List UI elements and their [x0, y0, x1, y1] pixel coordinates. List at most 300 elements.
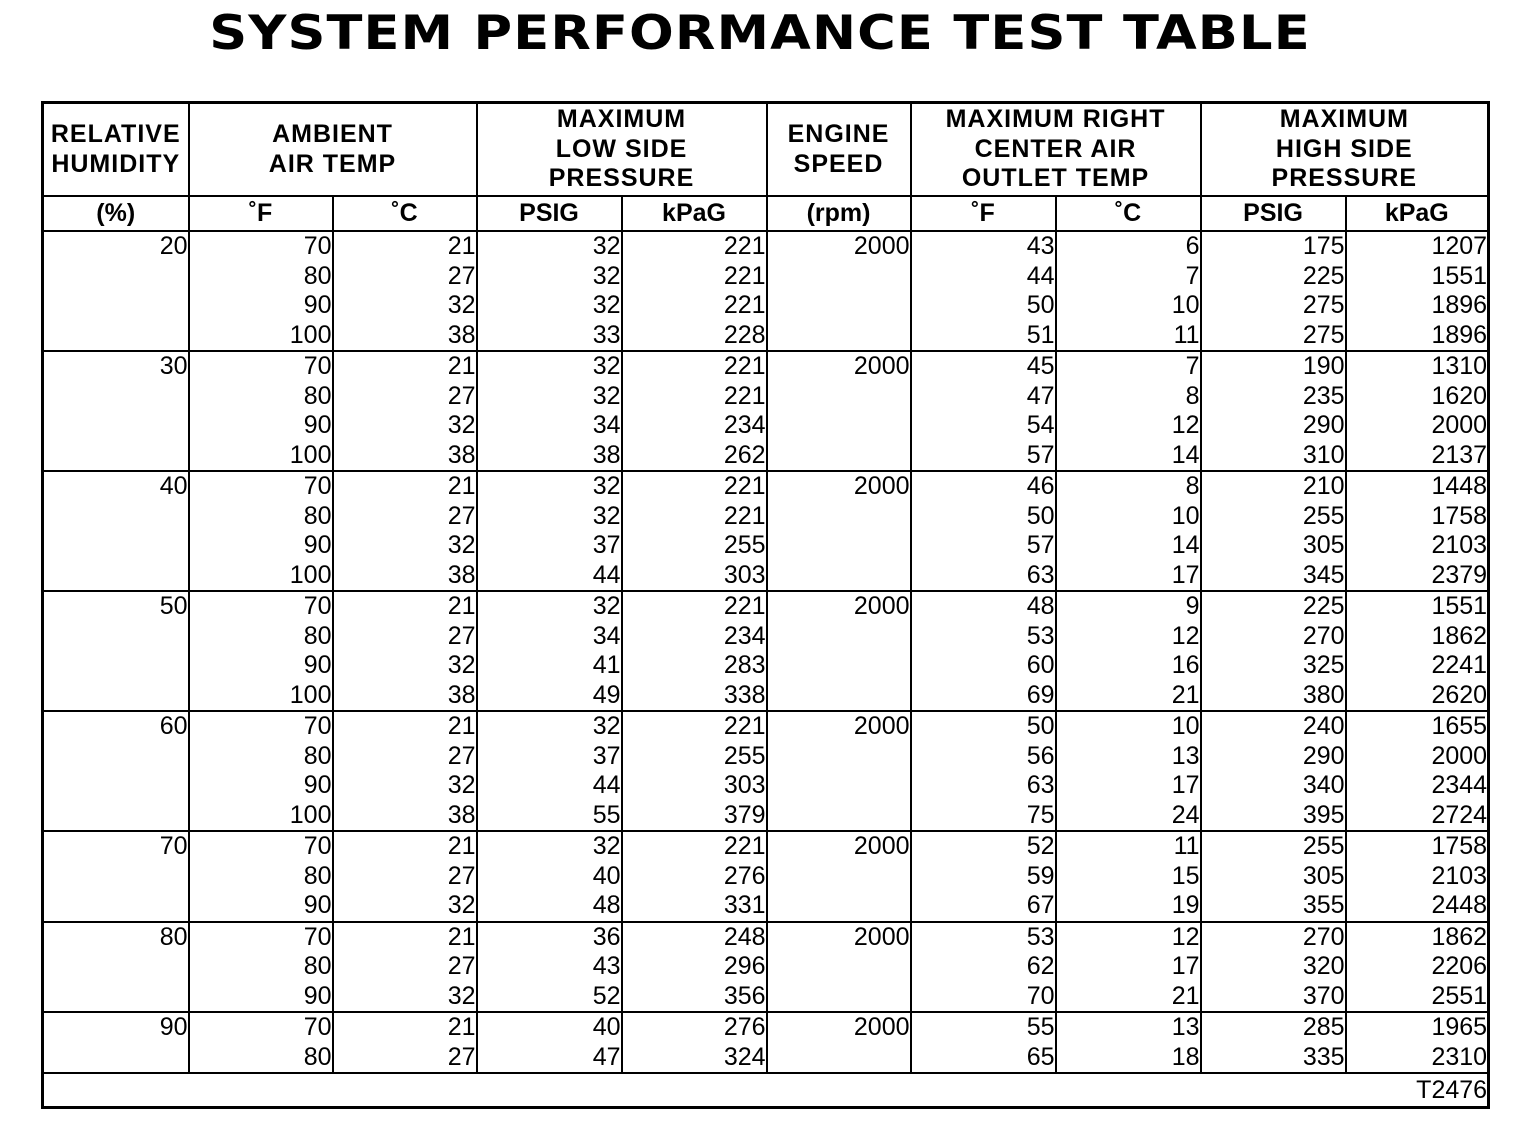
cell-value: 262: [723, 440, 766, 469]
header-line: CENTER AIR: [974, 134, 1137, 163]
cell-value: 27: [447, 501, 476, 530]
cell-value: 32: [592, 501, 621, 530]
header-max-low-side-pressure: [477, 103, 767, 197]
cell-ambient-f: [189, 231, 333, 351]
cell-value: 320: [1302, 952, 1345, 980]
cell-value: 50: [1026, 291, 1055, 319]
cell-value: 16: [1171, 651, 1200, 679]
cell-value: 36: [592, 922, 621, 951]
cell-value: 45: [1026, 352, 1055, 380]
cell-value: 59: [1026, 861, 1055, 890]
unit-ambient-c: ˚C: [333, 196, 477, 231]
cell-value: 21: [447, 352, 476, 380]
cell-value: 331: [723, 891, 766, 919]
cell-value: 52: [1026, 832, 1055, 860]
cell-value: 70: [303, 832, 332, 860]
cell-ambient-f: [189, 471, 333, 591]
cell-engine-speed: [767, 922, 911, 1013]
cell-ambient-f: [189, 351, 333, 471]
cell-low-psig: [477, 231, 622, 351]
cell-value: 90: [303, 411, 332, 439]
cell-value: 50: [159, 592, 188, 620]
cell-value: 44: [592, 771, 621, 799]
header-line: MAXIMUM RIGHT: [945, 105, 1166, 134]
cell-outlet-f: [911, 831, 1056, 922]
cell-value: 221: [723, 261, 766, 290]
cell-value: 55: [1026, 1013, 1055, 1041]
cell-value: 1310: [1431, 352, 1488, 380]
cell-value: 8: [1185, 381, 1200, 410]
cell-ambient-f: [189, 922, 333, 1013]
cell-value: 80: [303, 381, 332, 410]
cell-value: 57: [1026, 531, 1055, 559]
header-ambient-air-temp: [189, 103, 477, 197]
cell-value: 32: [592, 592, 621, 620]
performance-table: [41, 101, 1490, 1109]
cell-value: 90: [303, 291, 332, 319]
cell-value: 27: [447, 621, 476, 650]
cell-low-psig: [477, 831, 622, 922]
cell-value: 70: [303, 232, 332, 260]
cell-value: 38: [447, 320, 476, 349]
cell-value: 21: [447, 712, 476, 740]
cell-high-psig: [1201, 351, 1346, 471]
cell-value: 17: [1171, 560, 1200, 589]
cell-high-psig: [1201, 471, 1346, 591]
cell-value: 57: [1026, 440, 1055, 469]
cell-value: 303: [723, 771, 766, 799]
cell-value: 32: [447, 771, 476, 799]
cell-value: 2551: [1431, 981, 1488, 1010]
cell-value: 345: [1302, 560, 1345, 589]
cell-value: 48: [592, 891, 621, 919]
cell-low-psig: [477, 591, 622, 711]
cell-value: 70: [159, 832, 188, 860]
cell-value: 234: [723, 411, 766, 439]
cell-value: 21: [1171, 981, 1200, 1010]
cell-value: 17: [1171, 771, 1200, 799]
cell-relative-humidity: [43, 471, 189, 591]
cell-engine-speed: [767, 711, 911, 831]
cell-value: 2000: [853, 712, 910, 740]
header-line: RELATIVE: [50, 120, 181, 148]
header-line: AMBIENT: [272, 120, 393, 148]
cell-value: 51: [1026, 320, 1055, 349]
cell-high-kpag: [1346, 591, 1489, 711]
cell-value: 32: [592, 352, 621, 380]
cell-value: 221: [723, 472, 766, 500]
cell-value: 2620: [1431, 680, 1488, 709]
cell-value: 62: [1026, 952, 1055, 980]
cell-high-psig: [1201, 231, 1346, 351]
cell-engine-speed: [767, 351, 911, 471]
cell-ambient-c: [333, 471, 477, 591]
cell-value: 225: [1302, 592, 1345, 620]
cell-value: 2000: [853, 922, 910, 951]
cell-ambient-c: [333, 351, 477, 471]
cell-value: 38: [592, 440, 621, 469]
cell-low-kpag: [622, 351, 767, 471]
cell-value: 221: [723, 832, 766, 860]
cell-value: 80: [303, 621, 332, 650]
table-row: [43, 1012, 1489, 1073]
cell-value: 27: [447, 381, 476, 410]
cell-value: 10: [1171, 501, 1200, 530]
cell-value: 13: [1171, 1013, 1200, 1041]
cell-value: 296: [723, 952, 766, 980]
header-line: PRESSURE: [1271, 164, 1418, 193]
cell-value: 90: [303, 891, 332, 919]
cell-value: 275: [1302, 320, 1345, 349]
cell-value: 70: [303, 352, 332, 380]
footer-row: [43, 1073, 1489, 1108]
cell-low-psig: [477, 351, 622, 471]
header-line: HIGH SIDE: [1275, 134, 1413, 163]
cell-value: 290: [1302, 741, 1345, 770]
cell-value: 221: [723, 232, 766, 260]
cell-high-kpag: [1346, 231, 1489, 351]
cell-outlet-f: [911, 711, 1056, 831]
cell-high-kpag: [1346, 471, 1489, 591]
cell-value: 221: [723, 712, 766, 740]
cell-value: 100: [289, 320, 332, 349]
cell-low-psig: [477, 711, 622, 831]
cell-relative-humidity: [43, 922, 189, 1013]
cell-relative-humidity: [43, 591, 189, 711]
header-line: PRESSURE: [548, 164, 695, 193]
cell-high-kpag: [1346, 1012, 1489, 1073]
cell-value: 75: [1026, 800, 1055, 829]
cell-value: 80: [303, 261, 332, 290]
cell-value: 1758: [1431, 501, 1488, 530]
cell-value: 38: [447, 800, 476, 829]
header-line: MAXIMUM: [556, 105, 687, 134]
cell-value: 1896: [1431, 320, 1488, 349]
cell-value: 10: [1171, 291, 1200, 319]
cell-high-psig: [1201, 711, 1346, 831]
header-line: HUMIDITY: [51, 149, 181, 178]
cell-relative-humidity: [43, 351, 189, 471]
unit-engine-rpm: (rpm): [767, 196, 911, 231]
cell-outlet-c: [1056, 1012, 1201, 1073]
cell-value: 2000: [853, 472, 910, 500]
cell-high-psig: [1201, 591, 1346, 711]
cell-low-kpag: [622, 711, 767, 831]
cell-value: 32: [447, 291, 476, 319]
cell-high-kpag: [1346, 711, 1489, 831]
cell-value: 228: [723, 320, 766, 349]
cell-value: 40: [592, 1013, 621, 1041]
cell-engine-speed: [767, 1012, 911, 1073]
cell-value: 221: [723, 381, 766, 410]
cell-value: 21: [447, 472, 476, 500]
cell-ambient-f: [189, 591, 333, 711]
cell-value: 100: [289, 800, 332, 829]
figure-id: T2476: [43, 1073, 1489, 1108]
page-title: SYSTEM PERFORMANCE TEST TABLE: [209, 6, 1311, 61]
cell-ambient-c: [333, 1012, 477, 1073]
cell-value: 1862: [1431, 621, 1488, 650]
header-line: SPEED: [793, 149, 884, 178]
cell-value: 175: [1302, 232, 1345, 260]
header-line: MAXIMUM: [1279, 105, 1409, 134]
cell-value: 80: [303, 501, 332, 530]
cell-value: 32: [447, 531, 476, 559]
cell-high-psig: [1201, 831, 1346, 922]
cell-value: 34: [592, 621, 621, 650]
cell-value: 49: [592, 680, 621, 709]
cell-outlet-c: [1056, 231, 1201, 351]
cell-low-kpag: [622, 922, 767, 1013]
cell-value: 270: [1302, 922, 1345, 951]
cell-value: 100: [289, 440, 332, 469]
cell-ambient-f: [189, 831, 333, 922]
cell-high-psig: [1201, 1012, 1346, 1073]
cell-value: 2103: [1431, 861, 1488, 890]
cell-value: 90: [303, 981, 332, 1010]
header-max-high-side-pressure: [1201, 103, 1489, 197]
cell-value: 38: [447, 440, 476, 469]
cell-outlet-f: [911, 1012, 1056, 1073]
cell-outlet-f: [911, 351, 1056, 471]
cell-value: 67: [1026, 891, 1055, 919]
cell-value: 80: [303, 861, 332, 890]
cell-ambient-f: [189, 711, 333, 831]
cell-low-psig: [477, 471, 622, 591]
cell-value: 69: [1026, 680, 1055, 709]
cell-value: 60: [1026, 651, 1055, 679]
cell-engine-speed: [767, 471, 911, 591]
cell-relative-humidity: [43, 831, 189, 922]
cell-value: 255: [1302, 501, 1345, 530]
cell-value: 221: [723, 592, 766, 620]
cell-outlet-c: [1056, 591, 1201, 711]
cell-value: 37: [592, 531, 621, 559]
header-row: [43, 103, 1489, 197]
cell-relative-humidity: [43, 711, 189, 831]
cell-value: 27: [447, 952, 476, 980]
cell-value: 80: [303, 741, 332, 770]
cell-value: 276: [723, 1013, 766, 1041]
cell-ambient-c: [333, 922, 477, 1013]
cell-value: 43: [592, 952, 621, 980]
cell-value: 340: [1302, 771, 1345, 799]
cell-value: 9: [1185, 592, 1200, 620]
cell-high-kpag: [1346, 831, 1489, 922]
cell-value: 21: [447, 1013, 476, 1041]
cell-value: 70: [303, 592, 332, 620]
cell-value: 32: [592, 232, 621, 260]
cell-value: 324: [723, 1042, 766, 1071]
cell-low-psig: [477, 922, 622, 1013]
cell-high-kpag: [1346, 922, 1489, 1013]
table-row: [43, 231, 1489, 351]
cell-value: 21: [447, 592, 476, 620]
cell-value: 55: [592, 800, 621, 829]
cell-ambient-c: [333, 231, 477, 351]
header-engine-speed: [767, 103, 911, 197]
cell-value: 255: [723, 531, 766, 559]
cell-value: 32: [592, 472, 621, 500]
cell-value: 15: [1171, 861, 1200, 890]
cell-value: 2344: [1431, 771, 1488, 799]
cell-value: 283: [723, 651, 766, 679]
cell-value: 305: [1302, 861, 1345, 890]
cell-value: 275: [1302, 291, 1345, 319]
cell-value: 2000: [853, 1013, 910, 1041]
cell-low-kpag: [622, 1012, 767, 1073]
cell-value: 80: [303, 1042, 332, 1071]
cell-value: 90: [159, 1013, 188, 1041]
cell-value: 248: [723, 922, 766, 951]
cell-value: 80: [159, 922, 188, 951]
cell-value: 234: [723, 621, 766, 650]
unit-outlet-c: ˚C: [1056, 196, 1201, 231]
cell-value: 63: [1026, 771, 1055, 799]
cell-value: 63: [1026, 560, 1055, 589]
cell-value: 276: [723, 861, 766, 890]
cell-low-psig: [477, 1012, 622, 1073]
cell-value: 11: [1173, 832, 1200, 860]
table-row: [43, 591, 1489, 711]
cell-value: 90: [303, 771, 332, 799]
unit-outlet-f: ˚F: [911, 196, 1056, 231]
header-max-outlet-temp: [911, 103, 1201, 197]
table-row: [43, 711, 1489, 831]
cell-value: 56: [1026, 741, 1055, 770]
cell-outlet-f: [911, 922, 1056, 1013]
cell-low-kpag: [622, 591, 767, 711]
cell-ambient-c: [333, 591, 477, 711]
cell-outlet-c: [1056, 922, 1201, 1013]
cell-value: 255: [723, 741, 766, 770]
cell-value: 2379: [1431, 560, 1488, 589]
cell-value: 32: [592, 832, 621, 860]
header-line: AIR TEMP: [268, 149, 397, 178]
cell-value: 11: [1173, 320, 1200, 349]
cell-value: 305: [1302, 531, 1345, 559]
cell-value: 33: [592, 320, 621, 349]
cell-value: 21: [447, 832, 476, 860]
cell-value: 44: [592, 560, 621, 589]
cell-value: 32: [592, 381, 621, 410]
cell-value: 1620: [1431, 381, 1488, 410]
cell-value: 70: [303, 1013, 332, 1041]
cell-outlet-f: [911, 591, 1056, 711]
cell-engine-speed: [767, 831, 911, 922]
cell-value: 2206: [1431, 952, 1488, 980]
cell-value: 17: [1171, 952, 1200, 980]
cell-value: 12: [1171, 411, 1200, 439]
cell-ambient-c: [333, 711, 477, 831]
unit-high-psig: PSIG: [1201, 196, 1346, 231]
cell-value: 27: [447, 1042, 476, 1071]
cell-low-kpag: [622, 231, 767, 351]
cell-value: 52: [592, 981, 621, 1010]
cell-outlet-f: [911, 471, 1056, 591]
table-row: [43, 351, 1489, 471]
cell-value: 46: [1026, 472, 1055, 500]
cell-value: 50: [1026, 712, 1055, 740]
cell-value: 303: [723, 560, 766, 589]
cell-value: 24: [1171, 800, 1200, 829]
cell-value: 2000: [853, 352, 910, 380]
cell-value: 32: [447, 981, 476, 1010]
header-relative-humidity: [43, 103, 189, 197]
cell-value: 27: [447, 261, 476, 290]
cell-value: 2448: [1431, 891, 1488, 919]
cell-value: 70: [303, 712, 332, 740]
cell-engine-speed: [767, 591, 911, 711]
cell-value: 380: [1302, 680, 1345, 709]
cell-value: 44: [1026, 261, 1055, 290]
cell-value: 225: [1302, 261, 1345, 290]
cell-value: 60: [159, 712, 188, 740]
cell-outlet-c: [1056, 831, 1201, 922]
cell-value: 43: [1026, 232, 1055, 260]
cell-value: 34: [592, 411, 621, 439]
cell-value: 54: [1026, 411, 1055, 439]
cell-value: 100: [289, 560, 332, 589]
cell-value: 2103: [1431, 531, 1488, 559]
cell-low-kpag: [622, 471, 767, 591]
cell-value: 40: [592, 861, 621, 890]
cell-value: 32: [592, 291, 621, 319]
header-line: OUTLET TEMP: [961, 164, 1150, 193]
cell-value: 14: [1171, 440, 1200, 469]
cell-value: 27: [447, 861, 476, 890]
cell-value: 90: [303, 531, 332, 559]
cell-value: 2000: [1431, 411, 1488, 439]
cell-high-kpag: [1346, 351, 1489, 471]
cell-value: 355: [1302, 891, 1345, 919]
cell-outlet-f: [911, 231, 1056, 351]
unit-low-kpag: kPaG: [622, 196, 767, 231]
cell-value: 32: [592, 712, 621, 740]
cell-value: 70: [1026, 981, 1055, 1010]
cell-value: 1551: [1431, 592, 1488, 620]
cell-value: 32: [447, 651, 476, 679]
cell-value: 240: [1302, 712, 1345, 740]
cell-value: 1448: [1431, 472, 1488, 500]
cell-value: 356: [723, 981, 766, 1010]
unit-row: [43, 196, 1489, 231]
header-line: LOW SIDE: [555, 134, 688, 163]
cell-value: 1896: [1431, 291, 1488, 319]
cell-value: 50: [1026, 501, 1055, 530]
cell-value: 290: [1302, 411, 1345, 439]
cell-value: 221: [723, 352, 766, 380]
cell-value: 395: [1302, 800, 1345, 829]
cell-value: 2137: [1431, 440, 1488, 469]
cell-value: 21: [447, 232, 476, 260]
cell-value: 2000: [853, 832, 910, 860]
cell-value: 27: [447, 741, 476, 770]
cell-value: 48: [1026, 592, 1055, 620]
cell-ambient-c: [333, 831, 477, 922]
cell-value: 53: [1026, 922, 1055, 951]
cell-value: 335: [1302, 1042, 1345, 1071]
cell-value: 12: [1171, 922, 1200, 951]
cell-low-kpag: [622, 831, 767, 922]
table-body: [43, 231, 1489, 1073]
unit-high-kpag: kPaG: [1346, 196, 1489, 231]
cell-outlet-c: [1056, 471, 1201, 591]
cell-outlet-c: [1056, 711, 1201, 831]
cell-value: 12: [1171, 621, 1200, 650]
cell-value: 10: [1171, 712, 1200, 740]
cell-value: 21: [447, 922, 476, 951]
